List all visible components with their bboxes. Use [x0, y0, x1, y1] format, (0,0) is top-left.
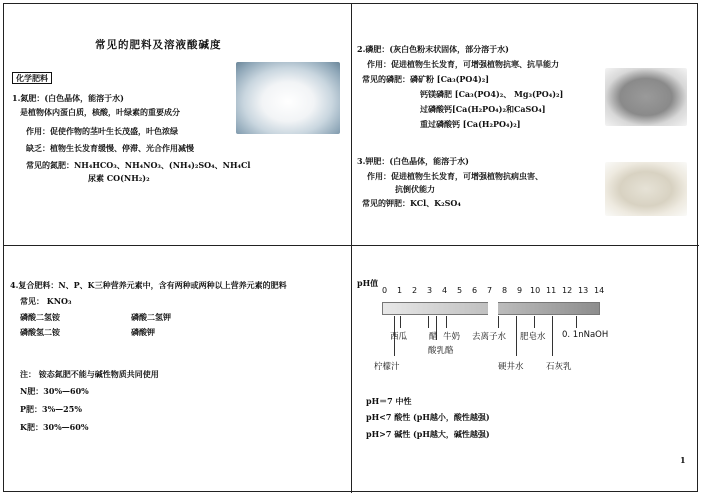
ph-tick-label: 13 — [578, 286, 589, 295]
ph-pointer — [400, 316, 401, 328]
phosphorus-common: 常见的磷肥：磷矿粉 [Ca₃(PO4)₂] — [362, 74, 490, 84]
ph-tick-label: 0 — [382, 286, 388, 295]
ph-label-yogurt: 酸乳酪 — [428, 346, 454, 356]
ph-pointer — [428, 316, 429, 328]
page-title: 常见的肥料及溶液酸碱度 — [95, 39, 222, 51]
phosphorus-item-3: 过磷酸钙[Ca(H₂PO₄)₂和CaSO₄] — [420, 104, 546, 114]
ph-title: pH值 — [357, 278, 379, 288]
ph-label-hard-well-water: 硬井水 — [498, 362, 524, 372]
compound-item-b: 磷酸二氢钾 — [131, 312, 171, 322]
ph-pointer — [552, 316, 553, 356]
compound-item-c: 磷酸氢二铵 — [20, 327, 60, 337]
nitrogen-common: 常见的氮肥：NH₄HCO₃、NH₄NO₃、(NH₄)₂SO₄、NH₄Cl — [26, 160, 251, 170]
ph-label-lime-milk: 石灰乳 — [546, 362, 572, 372]
phosphorus-item-2: 钙镁磷肥 [Ca₃(PO4)₂、 Mg₃(PO₄)₂] — [420, 89, 564, 99]
ph-tick-label: 10 — [530, 286, 541, 295]
horizontal-divider — [3, 245, 699, 246]
ph-tick-label: 7 — [487, 286, 493, 295]
ph-tick-label: 5 — [457, 286, 463, 295]
phosphorus-heading: 2.磷肥：(灰白色粉末状固体，部分溶于水) — [357, 44, 509, 54]
compound-heading: 4.复合肥料：N、P、K三种营养元素中，含有两种或两种以上营养元素的肥料 — [10, 280, 287, 290]
potassium-use-2: 抗倒伏能力 — [395, 184, 435, 194]
white-fertilizer-photo-icon — [236, 62, 340, 134]
ph-pointer — [534, 316, 535, 328]
ph-tick-label: 11 — [546, 286, 557, 295]
ph-label-soapy-water: 肥皂水 — [520, 332, 546, 342]
vertical-divider — [351, 3, 352, 493]
compound-note: 注： 铵态氮肥不能与碱性物质共同使用 — [20, 369, 159, 379]
phosphorus-percent: P肥：3%—25% — [20, 404, 82, 414]
ph-pointer — [446, 316, 447, 328]
ph-acidic: pH<7 酸性 (pH越小，酸性越强) — [366, 412, 490, 422]
ph-tick-label: 4 — [442, 286, 448, 295]
ph-tick-label: 14 — [594, 286, 605, 295]
ph-neutral-gap — [488, 301, 498, 316]
nitrogen-desc: 是植物体内蛋白质，核酸，叶绿素的重要成分 — [20, 107, 180, 117]
potassium-heading: 3.钾肥：(白色晶体，能溶于水) — [357, 156, 469, 166]
nitrogen-lack: 缺乏：植物生长发育缓慢、停滞、光合作用减慢 — [26, 143, 194, 153]
phosphorus-use: 作用：促进植物生长发育，可增强植物抗寒、抗旱能力 — [367, 59, 559, 69]
nitrogen-heading: 1.氮肥：(白色晶体，能溶于水) — [12, 93, 124, 103]
ph-label-deionized-water: 去离子水 — [472, 332, 507, 342]
ph-label-vinegar: 醋 — [429, 332, 438, 342]
ph-label-milk: 牛奶 — [443, 332, 461, 342]
compound-item-a: 磷酸二氢铵 — [20, 312, 60, 322]
ph-tick-label: 2 — [412, 286, 418, 295]
page-number: 1 — [680, 455, 686, 465]
ph-pointer — [576, 316, 577, 328]
ph-pointer — [498, 316, 499, 328]
ph-tick-label: 12 — [562, 286, 573, 295]
ph-tick-label: 6 — [472, 286, 478, 295]
phosphorus-item-4: 重过磷酸钙 [Ca(H₂PO₄)₂] — [420, 119, 521, 129]
potassium-percent: K肥：30%—60% — [20, 422, 89, 432]
nitrogen-percent: N肥：30%—60% — [20, 386, 89, 396]
ph-tick-label: 3 — [427, 286, 433, 295]
section-tag: 化学肥料 — [12, 73, 52, 83]
ph-scale-diagram — [356, 286, 609, 386]
ph-tick-label: 9 — [517, 286, 523, 295]
ph-pointer — [516, 316, 517, 356]
potassium-common: 常见的钾肥：KCl、K₂SO₄ — [362, 198, 461, 208]
compound-common: 常见： KNO₃ — [20, 296, 72, 306]
ph-basic: pH>7 碱性 (pH越大，碱性越强) — [366, 429, 490, 439]
compound-item-d: 磷酸钾 — [131, 327, 155, 337]
ph-neutral: pH＝7 中性 — [366, 396, 412, 406]
ph-label-watermelon: 西瓜 — [390, 332, 408, 342]
nitrogen-use: 作用：促使作物的茎叶生长茂盛，叶色浓绿 — [26, 126, 178, 136]
gray-phosphate-photo-icon — [605, 68, 687, 126]
ph-tick-label: 1 — [397, 286, 403, 295]
potassium-use: 作用：促进植物生长发育，可增强植物抗病虫害、 — [367, 171, 543, 181]
nitrogen-urea: 尿素 CO(NH₂)₂ — [88, 173, 150, 183]
ph-tick-label: 8 — [502, 286, 508, 295]
white-potash-photo-icon — [605, 162, 687, 216]
ph-label-lemon-juice: 柠檬汁 — [374, 362, 400, 372]
ph-label-naoh: 0. 1nNaOH — [562, 330, 609, 340]
